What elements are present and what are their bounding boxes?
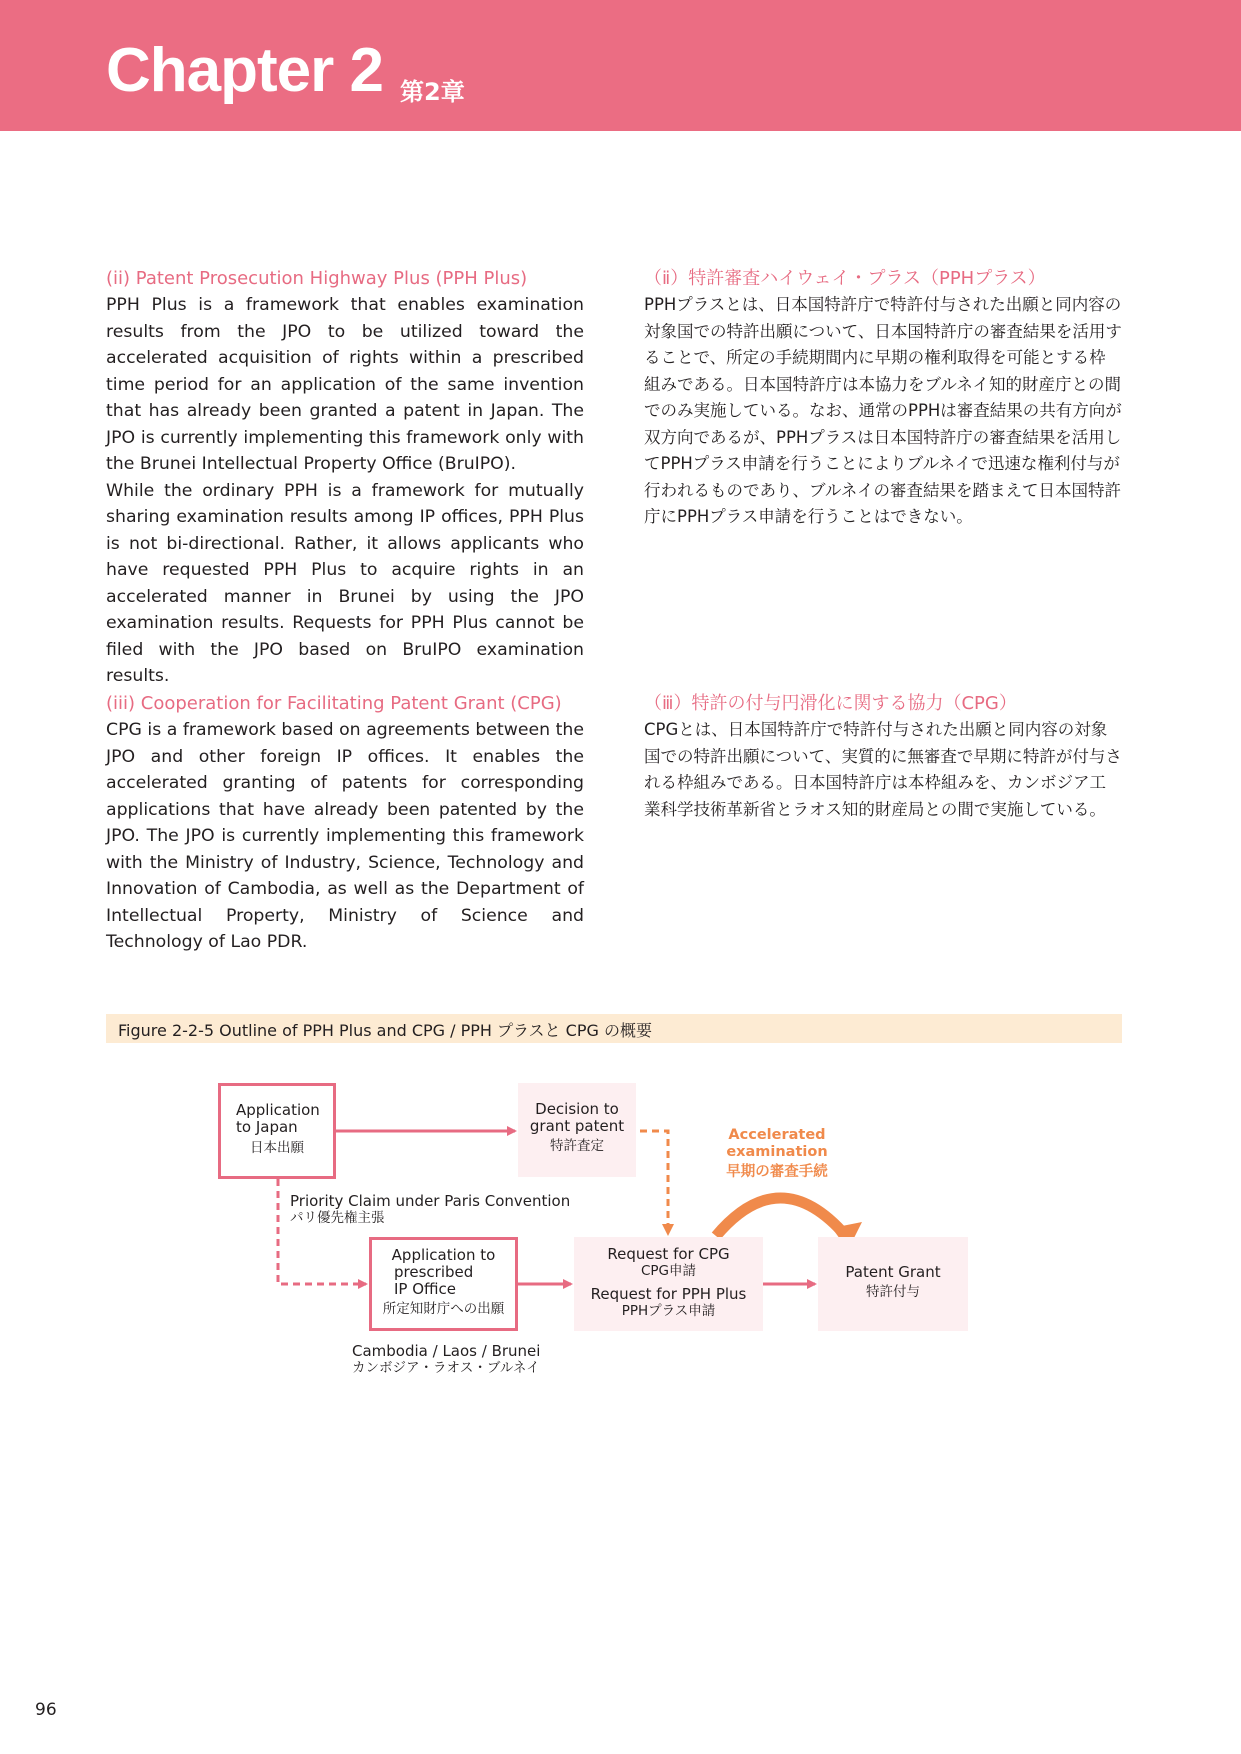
- paragraph: PPH Plus is a framework that enables examination results from the JPO to be utilized toward the accelerated acquisition of rights within a prescribed time period for an application of the same invention that has already been granted a patent in Japan. The JPO is currently implementing this framework only with the Brunei Intellectual Property Office (BruIPO).: [106, 295, 584, 474]
- priority-claim-en: Priority Claim under Paris Convention: [290, 1192, 571, 1210]
- box-label: Application to: [391, 1246, 496, 1264]
- accelerated-en: examination: [726, 1144, 828, 1160]
- priority-claim-jp: パリ優先権主張: [290, 1210, 385, 1226]
- chapter-title: Chapter 2: [106, 36, 383, 105]
- accelerated-examination-label: [707, 1127, 847, 1181]
- box-label: grant patent: [529, 1117, 625, 1135]
- application-to-japan-box: [218, 1083, 336, 1179]
- paragraph: CPGとは、日本国特許庁で特許付与された出願と同内容の対象国での特許出願について、実質的に無審査で早期に特許が付与される枠組みである。日本国特許庁は本枠組みを、カンボジア工業科学技術革新省とラオス知的財産局との間で実施している。: [644, 720, 1122, 819]
- section-ii-heading-en: (ii) Patent Prosecution Highway Plus (PPH Plus): [106, 268, 528, 289]
- box-label-jp: 日本出願: [250, 1140, 304, 1156]
- section-ii-en: [106, 266, 584, 690]
- section-iii-heading-jp: （ⅲ）特許の付与円滑化に関する協力（CPG）: [644, 693, 1017, 714]
- chapter-title-jp: 第2章: [400, 78, 465, 106]
- section-ii-body-jp: [644, 292, 1122, 531]
- box-label-jp: PPHプラス申請: [621, 1303, 716, 1319]
- accelerated-en: Accelerated: [728, 1127, 826, 1143]
- paragraph: While the ordinary PPH is a framework for mutually sharing examination results among IP offices, PPH Plus is not bi-directional. Rather, it allows applicants who have requested PPH Plus to acquire rights in an accelerated manner in Brunei by using the JPO examination results. Requests for PPH Plus cannot be filed with the JPO based on BruIPO examination results.: [106, 480, 584, 686]
- section-iii-en: [106, 691, 584, 956]
- countries-label: [352, 1342, 541, 1377]
- figure-caption-bar: [106, 1014, 1122, 1043]
- countries-en: Cambodia / Laos / Brunei: [352, 1342, 541, 1360]
- box-label: Decision to: [535, 1100, 619, 1118]
- section-iii-body-jp: [644, 717, 1122, 823]
- box-label: Request for PPH Plus: [590, 1285, 747, 1303]
- box-label: to Japan: [236, 1118, 298, 1136]
- figure-caption: Figure 2-2-5 Outline of PPH Plus and CPG / PPH プラスと CPG の概要: [118, 1021, 652, 1040]
- box-label: prescribed: [394, 1263, 474, 1281]
- page-number: 96: [35, 1700, 57, 1720]
- accelerated-jp: 早期の審査手続: [726, 1164, 828, 1180]
- box-label-jp: CPG申請: [640, 1263, 697, 1279]
- request-cpg-pph-box: [574, 1237, 763, 1331]
- box-label-jp: 特許査定: [550, 1138, 604, 1154]
- dashed-decision-to-request: [640, 1131, 668, 1233]
- box-label: Patent Grant: [845, 1263, 941, 1281]
- application-to-ip-office-box: [369, 1237, 518, 1331]
- section-iii-heading-en: (iii) Cooperation for Facilitating Patent Grant (CPG): [106, 693, 562, 714]
- paragraph: PPHプラスとは、日本国特許庁で特許付与された出願と同内容の対象国での特許出願について、日本国特許庁の審査結果を活用することで、所定の手続期間内に早期の権利取得を可能とする枠組みである。日本国特許庁は本協力をブルネイ知的財産庁との間でのみ実施している。なお、通常のPPHは審査結果の共有方向が双方向であるが、PPHプラスは日本国特許庁の審査結果を活用してPPHプラス申請を行うことによりブルネイで迅速な権利付与が行われるものであり、ブルネイの審査結果を踏まえて日本国特許庁にPPHプラス申請を行うことはできない。: [644, 295, 1122, 526]
- countries-jp: カンボジア・ラオス・ブルネイ: [352, 1360, 540, 1376]
- section-iii-body-en: [106, 717, 584, 956]
- section-ii-body-en: [106, 292, 584, 690]
- decision-to-grant-box: [518, 1083, 636, 1177]
- section-iii-jp: [644, 691, 1122, 823]
- box-label-jp: 特許付与: [866, 1284, 920, 1300]
- patent-grant-box: [818, 1237, 968, 1331]
- paragraph: CPG is a framework based on agreements between the JPO and other foreign IP offices. It enables the accelerated granting of patents for corresponding applications that have already been patented by the JPO. The JPO is currently implementing this framework with the Ministry of Industry, Science, Technology and Innovation of Cambodia, as well as the Department of Intellectual Property, Ministry of Science and Technology of Lao PDR.: [106, 720, 584, 952]
- section-ii-heading-jp: （ⅱ）特許審査ハイウェイ・プラス（PPHプラス）: [644, 268, 1046, 289]
- box-label: IP Office: [394, 1280, 457, 1298]
- box-label: Application: [236, 1101, 320, 1119]
- section-ii-jp: [644, 266, 1122, 531]
- priority-claim-label: [290, 1193, 570, 1227]
- box-label: Request for CPG: [607, 1245, 730, 1263]
- accelerated-arc-arrow: [716, 1198, 846, 1236]
- box-label-jp: 所定知財庁への出願: [382, 1301, 505, 1317]
